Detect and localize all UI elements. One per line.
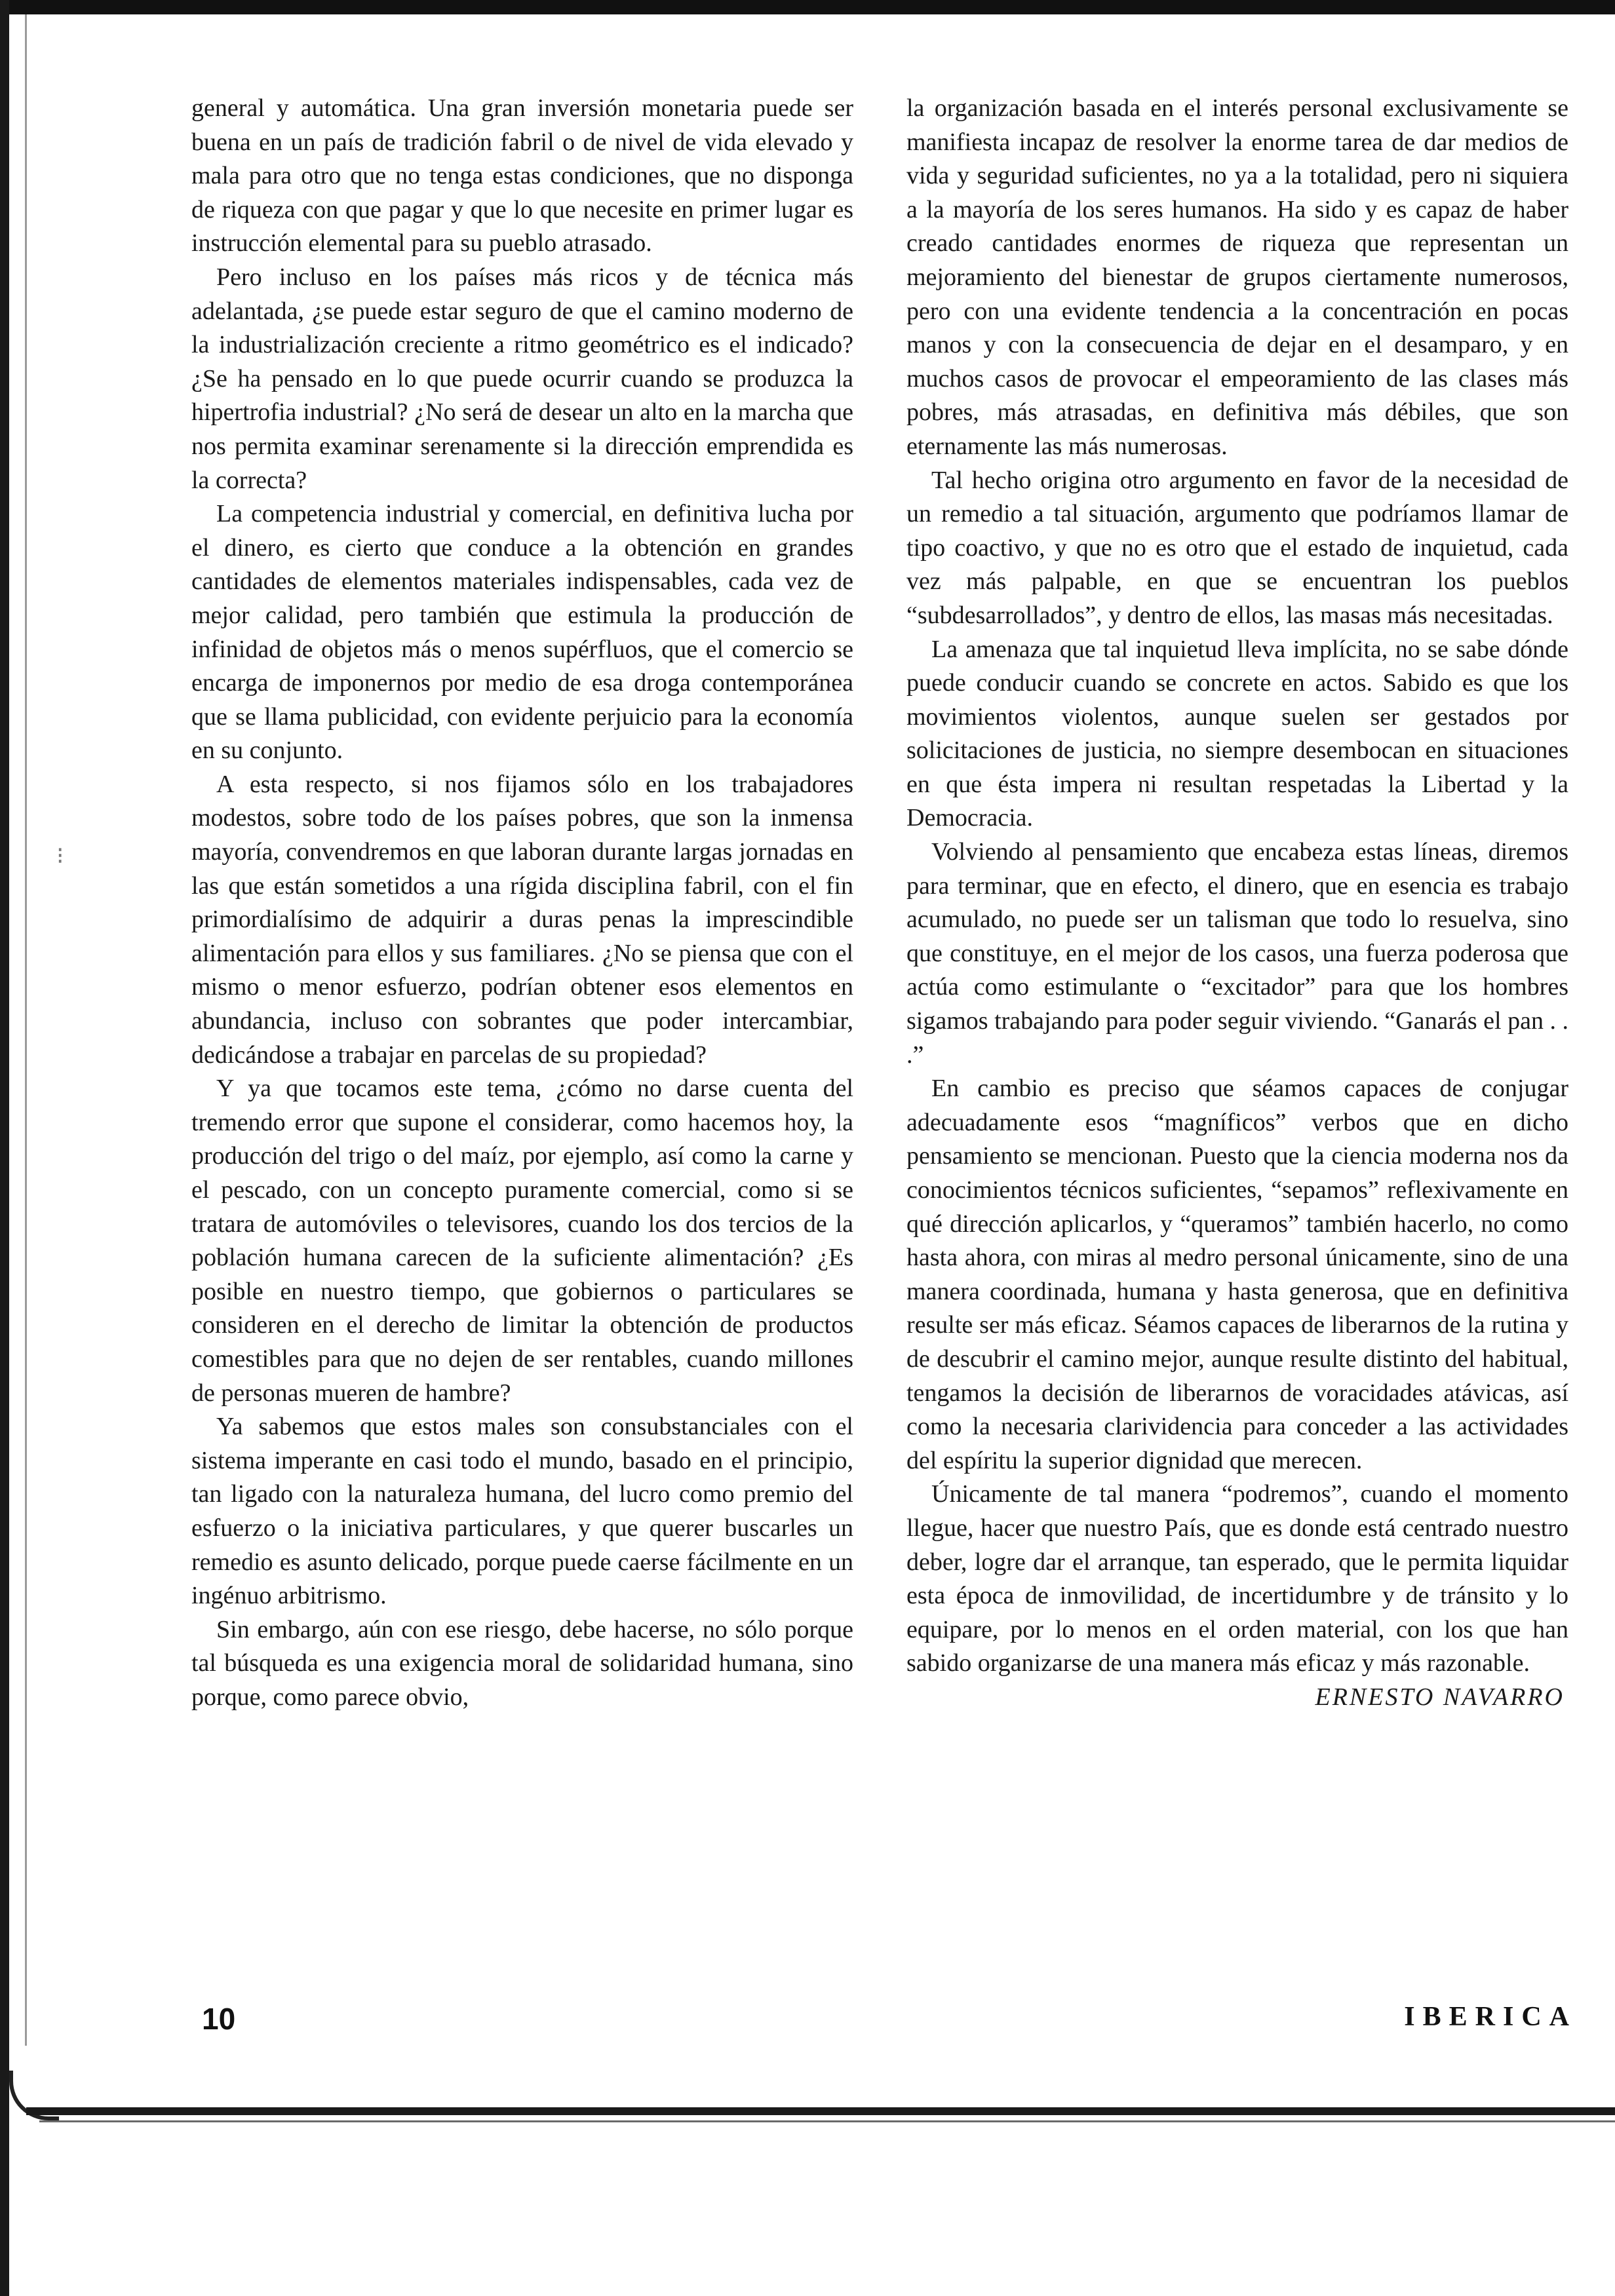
paragraph: La competencia industrial y comercial, en definitiva lucha por el dinero, es cierto que conduce a la obtención en grandes cantidades de elementos materiales indispensables, cada vez de mejor calidad, pero también que estimula la producción de infinidad de objetos más o menos supérfluos, que el comercio se encarga de imponernos por medio de esa droga contemporánea que se llama publicidad, con evidente perjuicio para la economía en su conjunto. <box>191 500 853 765</box>
paragraph: Volviendo al pensamiento que encabeza estas líneas, diremos para terminar, que en efecto, el dinero, que en esencia es trabajo acumulado, no puede ser un talisman que todo lo resuelva, sino que constituye, en el mejor de los casos, una fuerza poderosa que actúa como estimulante o “excitador” para que los hombres sigamos trabajando para poder seguir viviendo. “Ganarás el pan . . .” <box>906 838 1568 1069</box>
paragraph: En cambio es preciso que séamos capaces de conjugar adecuadamente esos “magníficos” verbos que en dicho pensamiento se mencionan. Puesto que la ciencia moderna nos da conocimientos técnicos suficientes, “sepamos” reflexivamente en qué dirección aplicarlos, y “queramos” también hacerlo, no como hasta ahora, con miras al medro personal únicamente, sino de una manera coordinada, humana y hasta generosa, que en definitiva resulte ser más eficaz. Séamos capaces de liberarnos de la rutina y de descubrir el camino mejor, aunque resulte distinto del habitual, tengamos la decisión de liberarnos de voracidades atávicas, así como la necesaria clarividencia para conceder a las actividades del espíritu la superior dignidad que merecen. <box>906 1075 1568 1474</box>
page-number: 10 <box>202 2002 236 2036</box>
paragraph: Y ya que tocamos este tema, ¿cómo no darse cuenta del tremendo error que supone el considerar, como hacemos hoy, la producción del trigo o del maíz, por ejemplo, así como la carne y el pescado, con un concepto puramente comercial, como si se tratara de automóviles o televisores, cuando los dos tercios de la población humana carecen de la suficiente alimentación? ¿Es posible en nuestro tiempo, que gobiernos o particulares se consideren en el derecho de limitar la obtención de productos comestibles para que no dejen de ser rentables, cuando millones de personas mueren de hambre? <box>191 1075 853 1407</box>
paragraph: A esta respecto, si nos fijamos sólo en los trabajadores modestos, sobre todo de los países pobres, que son la inmensa mayoría, convendremos en que laboran durante largas jornadas en las que están sometidos a una rígida disciplina fabril, con el fin primordialísimo de adquirir a duras penas la imprescindible alimentación para ellos y sus familiares. ¿No se piensa que con el mismo o menor esfuerzo, podrían obtener esos elementos en abundancia, incluso con sobrantes que poder intercambiar, dedicándose a trabajar en parcelas de su propiedad? <box>191 770 853 1069</box>
magazine-name: IBERICA <box>1404 2002 1577 2032</box>
scan-bottom-rule-thin <box>39 2120 1615 2122</box>
left-column <box>191 92 853 1715</box>
paragraph: Ya sabemos que estos males son consubstanciales con el sistema imperante en casi todo el mundo, basado en el principio, tan ligado con la naturaleza humana, del lucro como premio del esfuerzo o la iniciativa particulares, y que querer buscarles un remedio es asunto delicado, porque puede caerse fácilmente en un ingénuo arbitrismo. <box>191 1413 853 1610</box>
paragraph: la organización basada en el interés personal exclusivamente se manifiesta incapaz de resolver la enorme tarea de dar medios de vida y seguridad suficientes, no ya a la totalidad, pero ni siquiera a la mayoría de los seres humanos. Ha sido y es capaz de haber creado cantidades enormes de riqueza que representan un mejoramiento del bienestar de grupos ciertamente numerosos, pero con una evidente tendencia a la concentración en pocas manos y con la consecuencia de dejar en el desamparo, y en muchos casos de provocar el empeoramiento de las clases más pobres, más atrasadas, en definitiva más débiles, que son eternamente las más numerosas. <box>906 94 1568 460</box>
scan-bottom-rule <box>26 2107 1615 2115</box>
scan-border-left <box>0 0 9 2296</box>
paragraph: Pero incluso en los países más ricos y de técnica más adelantada, ¿se puede estar seguro de que el camino moderno de la industrialización creciente a ritmo geométrico es el indicado? ¿Se ha pensado en lo que puede ocurrir cuando se produzca la hipertrofia industrial? ¿No será de desear un alto en la marcha que nos permita examinar serenamente si la dirección emprendida es la correcta? <box>191 263 853 494</box>
paragraph: Sin embargo, aún con ese riesgo, debe hacerse, no sólo porque tal búsqueda es una exigencia moral de solidaridad humana, sino porque, como parece obvio, <box>191 1615 853 1711</box>
paragraph: general y automática. Una gran inversión monetaria puede ser buena en un país de tradición fabril o de nivel de vida elevado y mala para otro que no tenga estas condiciones, que no disponga de riqueza con que pagar y que lo que necesite en primer lugar es instrucción elemental para su pueblo atrasado. <box>191 94 853 258</box>
paragraph: Tal hecho origina otro argumento en favor de la necesidad de un remedio a tal situación, argumento que podríamos llamar de tipo coactivo, y que no es otro que el estado de inquietud, cada vez más palpable, en que se encuentran los pueblos “subdesarrollados”, y dentro de ellos, las masas más necesitadas. <box>906 466 1568 629</box>
author-signature: ERNESTO NAVARRO <box>1315 1683 1565 1711</box>
scan-binding-shadow <box>25 14 27 2046</box>
scan-border-top <box>0 0 1615 14</box>
scan-stray-mark: ⁝ <box>56 843 64 869</box>
paragraph: La amenaza que tal inquietud lleva implícita, no se sabe dónde puede conducir cuando se concrete en actos. Sabido es que los movimientos violentos, aunque suelen ser gestados por solicitaciones de justicia, no siempre desembocan en situaciones en que ésta impera ni resultan respetadas la Libertad y la Democracia. <box>906 635 1568 832</box>
right-column <box>906 92 1568 1715</box>
paragraph: Únicamente de tal manera “podremos”, cuando el momento llegue, hacer que nuestro País, que es donde está centrado nuestro deber, logre dar el arranque, tan esperado, que le permita liquidar esta época de inmovilidad, de incertidumbre y de tránsito y lo equipare, por lo menos en el orden material, con los que han sabido organizarse de una manera más eficaz y más razonable. <box>906 1480 1568 1677</box>
